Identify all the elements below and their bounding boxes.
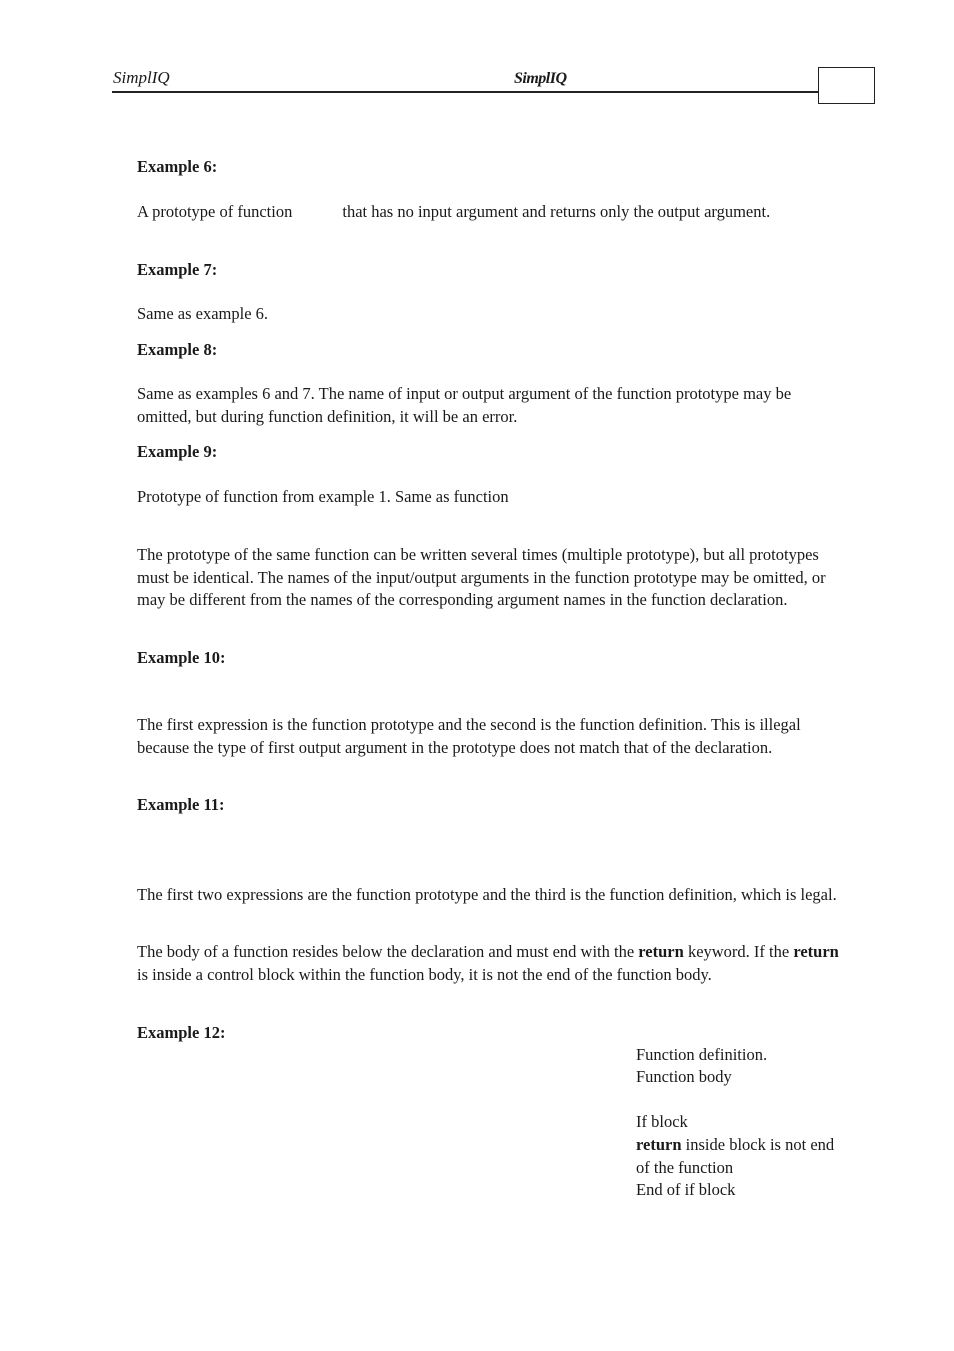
note-return-keyword: return [636, 1135, 682, 1154]
example-10-heading: Example 10: [137, 648, 226, 667]
example-7-heading: Example 7: [137, 260, 218, 279]
example-8-text: Same as examples 6 and 7. The name of input or output argument of the function prototype may be omitted, but during function definition, it will be an error. [137, 384, 792, 426]
function-body-paragraph [137, 941, 842, 986]
header-center-logo: SimplIQ [514, 70, 567, 87]
example-12-heading: Example 12: [137, 1023, 226, 1042]
example-6-text [137, 201, 842, 224]
note-return-inside-block [636, 1134, 846, 1179]
header-rule [112, 91, 819, 93]
function-body-text-3: is inside a control block within the function body, it is not the end of the function body. [137, 964, 712, 984]
function-body-text-1: The body of a function resides below the declaration and must end with the [137, 942, 635, 961]
example-11-text: The first two expressions are the function prototype and the third is the function definition, which is legal. [137, 885, 837, 904]
example-8-heading: Example 8: [137, 340, 218, 359]
return-keyword-2: return [793, 942, 839, 961]
example-10-text: The first expression is the function prototype and the second is the function definition. This is illegal because the type of first output argument in the prototype does not match that of the declaration. [137, 715, 801, 757]
note-end-of-if-block: End of if block [636, 1180, 736, 1199]
example-7-text: Same as example 6. [137, 304, 269, 323]
example-9-heading: Example 9: [137, 442, 218, 461]
return-keyword-1: return [638, 942, 684, 961]
note-function-definition: Function definition. [636, 1045, 768, 1064]
example-11-heading: Example 11: [137, 795, 225, 814]
example-6-text-b: that has no input argument and returns only the output argument. [342, 202, 771, 221]
function-body-text-2: keyword. If the [687, 942, 790, 961]
note-function-body: Function body [636, 1067, 732, 1086]
note-if-block: If block [636, 1112, 688, 1131]
multiple-prototype-paragraph: The prototype of the same function can be written several times (multiple prototype), but all prototypes must be identical. The names of the input/output arguments in the function prototype may be omitted, or may be different from the names of the corresponding argument names in the function declaration. [137, 545, 826, 609]
example-6-text-a: A prototype of function [137, 202, 293, 221]
header-left-title: SimplIQ [113, 68, 170, 87]
note-return-rest: inside block is not end of the function [636, 1135, 835, 1177]
example-6-heading: Example 6: [137, 157, 218, 176]
page-number-box [818, 67, 875, 104]
example-9-text: Prototype of function from example 1. Same as function [137, 487, 509, 506]
